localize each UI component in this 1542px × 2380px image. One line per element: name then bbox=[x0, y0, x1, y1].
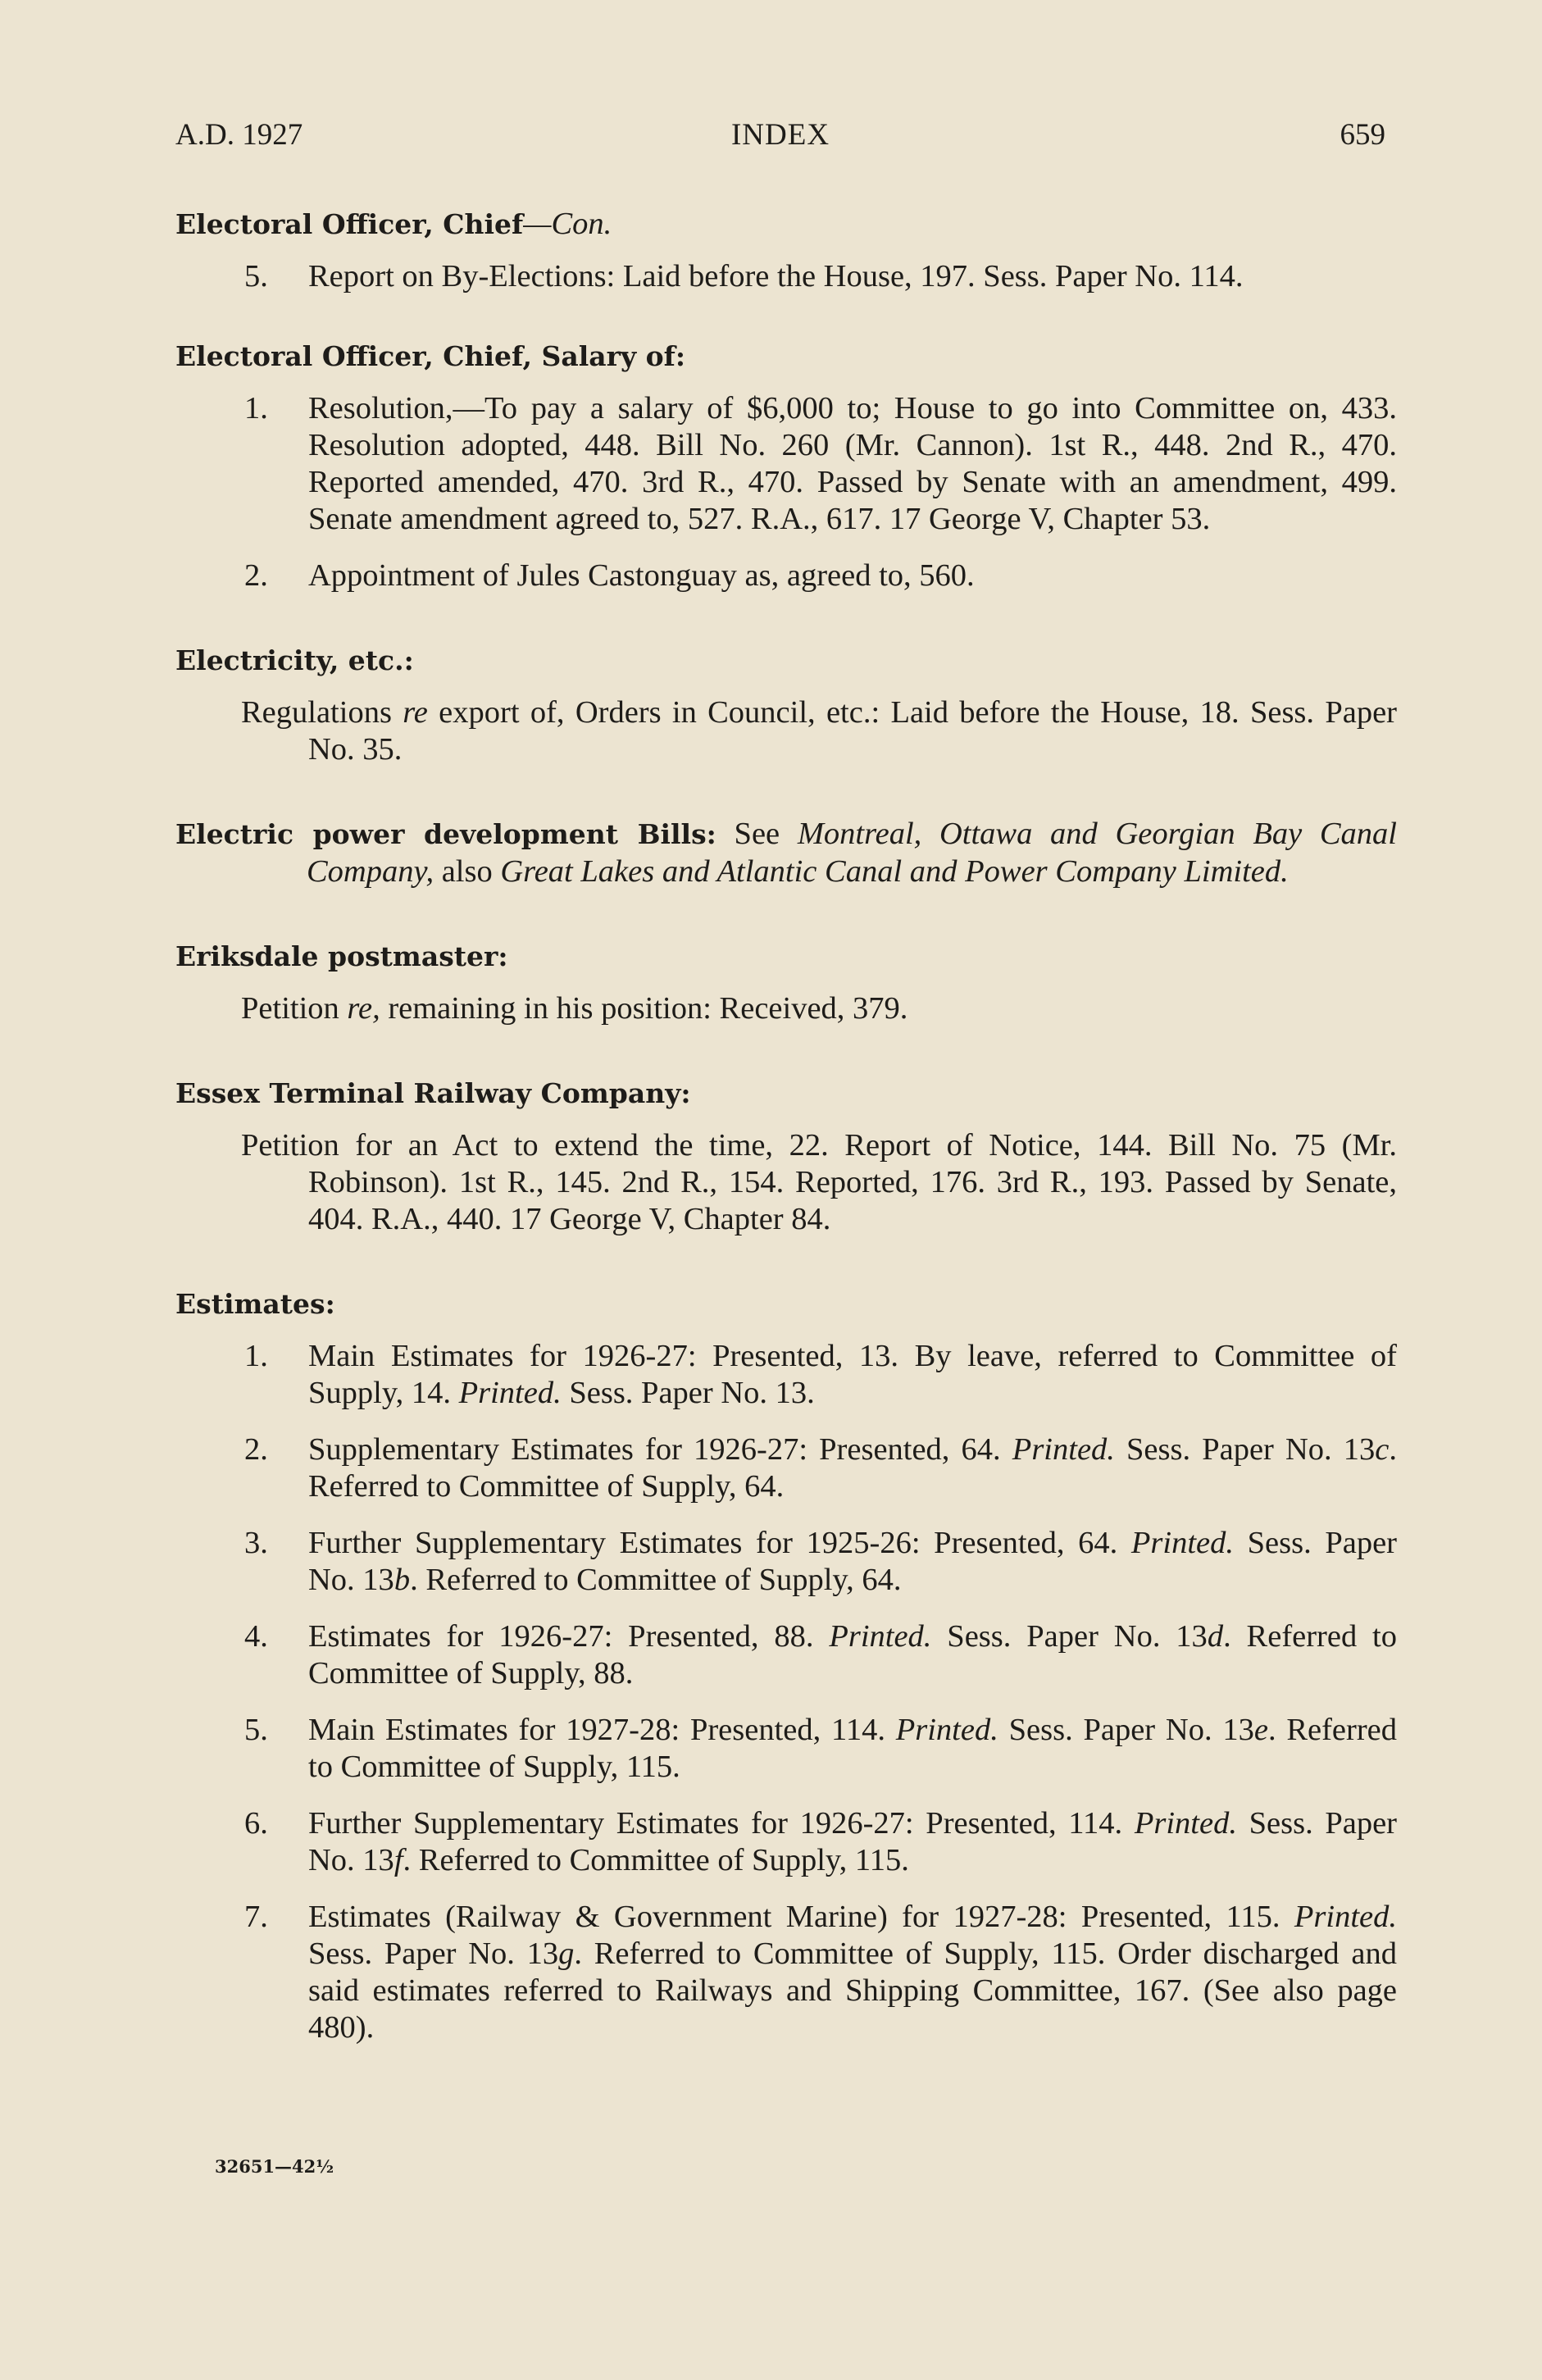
entry-heading: Electricity, etc.: bbox=[175, 644, 414, 676]
entry-item bbox=[175, 1899, 1397, 2046]
printed-label: Printed. bbox=[1130, 1526, 1234, 1560]
item-text: Sess. Paper No. 13 bbox=[931, 1619, 1208, 1654]
text-part: Regulations bbox=[241, 695, 403, 730]
printer-signature: 32651—42½ bbox=[215, 2156, 334, 2177]
index-content bbox=[175, 205, 1397, 2094]
item-text: Main Estimates for 1926-27: Presented, 13. By leave, referred to Committee of Supply, 14. bbox=[308, 1339, 1397, 1410]
index-entry bbox=[175, 205, 1397, 295]
entry-item bbox=[175, 1431, 1397, 1505]
item-text: . Referred to Committee of Supply, 115. bbox=[403, 1843, 909, 1877]
entry-item bbox=[175, 557, 1397, 594]
item-text: Estimates for 1926-27: Presented, 88. bbox=[308, 1619, 830, 1654]
running-head bbox=[175, 113, 1385, 157]
item-text: Report on By-Elections: Laid before the House, 197. Sess. Paper No. 114. bbox=[308, 259, 1244, 294]
item-text: Appointment of Jules Castonguay as, agreed to, 560. bbox=[308, 558, 975, 593]
printed-label: Printed. bbox=[829, 1619, 932, 1654]
paper-suffix: d bbox=[1207, 1619, 1224, 1654]
entry-heading: Electoral Officer, Chief, Salary of: bbox=[175, 340, 686, 372]
entry-heading bbox=[175, 205, 1397, 243]
entry-heading: Essex Terminal Railway Company: bbox=[175, 1077, 691, 1109]
text-part: export of, Orders in Council, etc.: Laid before the House, 18. Sess. Paper No. 35. bbox=[308, 695, 1397, 767]
entry-text bbox=[175, 990, 1397, 1027]
item-text: Sess. Paper No. 13. bbox=[561, 1376, 815, 1410]
index-entry bbox=[175, 1075, 1397, 1238]
paper-suffix: b bbox=[393, 1563, 411, 1597]
item-number: 4. bbox=[244, 1619, 268, 1654]
printed-label: Printed. bbox=[1294, 1900, 1397, 1934]
printed-label: Printed. bbox=[895, 1713, 998, 1747]
item-text: Sess. Paper No. 13 bbox=[308, 1526, 1397, 1597]
entry-item bbox=[175, 258, 1397, 295]
entry-item bbox=[175, 1712, 1397, 1786]
entry-heading: Eriksdale postmaster: bbox=[175, 940, 508, 972]
page-number: 659 bbox=[1340, 118, 1385, 152]
paper-suffix: g bbox=[558, 1936, 575, 1971]
header-year: A.D. 1927 bbox=[175, 118, 303, 152]
text-part: Petition bbox=[241, 991, 348, 1026]
paper-suffix: e bbox=[1253, 1713, 1268, 1747]
entry-heading: Electric power development Bills: bbox=[175, 818, 716, 850]
item-number: 5. bbox=[244, 259, 268, 294]
entry-item bbox=[175, 390, 1397, 538]
index-entry bbox=[175, 816, 1397, 890]
item-text: . Referred to Committee of Supply, 115. bbox=[308, 1713, 1398, 1784]
printed-label: Printed. bbox=[1012, 1432, 1115, 1467]
paper-suffix: c bbox=[1375, 1432, 1390, 1467]
printed-label: Printed. bbox=[1134, 1806, 1237, 1841]
index-entry bbox=[175, 1286, 1397, 2046]
see-text: See bbox=[716, 817, 798, 851]
cross-reference: Montreal, Ottawa and Georgian Bay Canal Company, bbox=[307, 817, 1397, 889]
item-number: 5. bbox=[244, 1713, 268, 1747]
item-number: 2. bbox=[244, 558, 268, 593]
item-number: 1. bbox=[244, 1339, 268, 1373]
entry-item bbox=[175, 1618, 1397, 1692]
item-text: Sess. Paper No. 13 bbox=[308, 1936, 559, 1971]
entry-text bbox=[175, 694, 1397, 768]
item-text: . Referred to Committee of Supply, 115. Order discharged and said estimates referred to Railways and Shipping Committee, 167. (See also page 480). bbox=[308, 1936, 1397, 2045]
also-text: also bbox=[434, 854, 501, 889]
item-number: 6. bbox=[244, 1806, 268, 1841]
index-entry bbox=[175, 938, 1397, 1027]
item-text: Resolution,—To pay a salary of $6,000 to; House to go into Committee on, 433. Resolution adopted, 448. Bill No. 260 (Mr. Cannon). 1st R., 448. 2nd R., 470. Reported amended, 470. 3rd R., 470. Passed by Senate with an amendment, 499. Senate amendment agreed to, 527. R.A., 617. 17 George V, Chapter 53. bbox=[308, 391, 1397, 536]
item-text: Further Supplementary Estimates for 1925-26: Presented, 64. bbox=[308, 1526, 1131, 1560]
entry-item bbox=[175, 1338, 1397, 1412]
cross-reference: Great Lakes and Atlantic Canal and Power Company Limited. bbox=[500, 854, 1289, 889]
item-text: Sess. Paper No. 13 bbox=[1114, 1432, 1376, 1467]
item-text: . Referred to Committee of Supply, 88. bbox=[308, 1619, 1398, 1691]
item-number: 7. bbox=[244, 1900, 268, 1934]
text-re: re bbox=[403, 695, 428, 730]
header-title: INDEX bbox=[730, 118, 830, 152]
index-entry bbox=[175, 642, 1397, 768]
printed-label: Printed. bbox=[458, 1376, 562, 1410]
entry-inline bbox=[175, 816, 1397, 890]
paper-suffix: f bbox=[393, 1843, 403, 1877]
entry-heading: Estimates: bbox=[175, 1288, 335, 1320]
item-text: . Referred to Committee of Supply, 64. bbox=[308, 1432, 1397, 1504]
item-text: Estimates (Railway & Government Marine) for 1927-28: Presented, 115. bbox=[308, 1900, 1294, 1934]
entry-heading-text: Electoral Officer, Chief bbox=[175, 208, 524, 240]
entry-item bbox=[175, 1805, 1397, 1879]
item-text: Main Estimates for 1927-28: Presented, 114. bbox=[308, 1713, 896, 1747]
entry-text: Petition for an Act to extend the time, 22. Report of Notice, 144. Bill No. 75 (Mr. Robinson). 1st R., 145. 2nd R., 154. Reported, 176. 3rd R., 193. Passed by Senate, 404. R.A., 440. 17 George V, Chapter 84. bbox=[241, 1128, 1397, 1236]
item-text: Further Supplementary Estimates for 1926-27: Presented, 114. bbox=[308, 1806, 1135, 1841]
index-entry bbox=[175, 338, 1397, 594]
item-text: Sess. Paper No. 13 bbox=[998, 1713, 1254, 1747]
entry-item bbox=[175, 1525, 1397, 1599]
item-number: 3. bbox=[244, 1526, 268, 1560]
item-number: 1. bbox=[244, 391, 268, 425]
entry-heading-continued: —Con. bbox=[523, 207, 612, 241]
item-number: 2. bbox=[244, 1432, 268, 1467]
item-text: . Referred to Committee of Supply, 64. bbox=[410, 1563, 902, 1597]
item-text: Sess. Paper No. 13 bbox=[308, 1806, 1398, 1877]
item-text: Supplementary Estimates for 1926-27: Presented, 64. bbox=[308, 1432, 1012, 1467]
text-part: remaining in his position: Received, 379. bbox=[380, 991, 908, 1026]
text-re: re, bbox=[347, 991, 380, 1026]
